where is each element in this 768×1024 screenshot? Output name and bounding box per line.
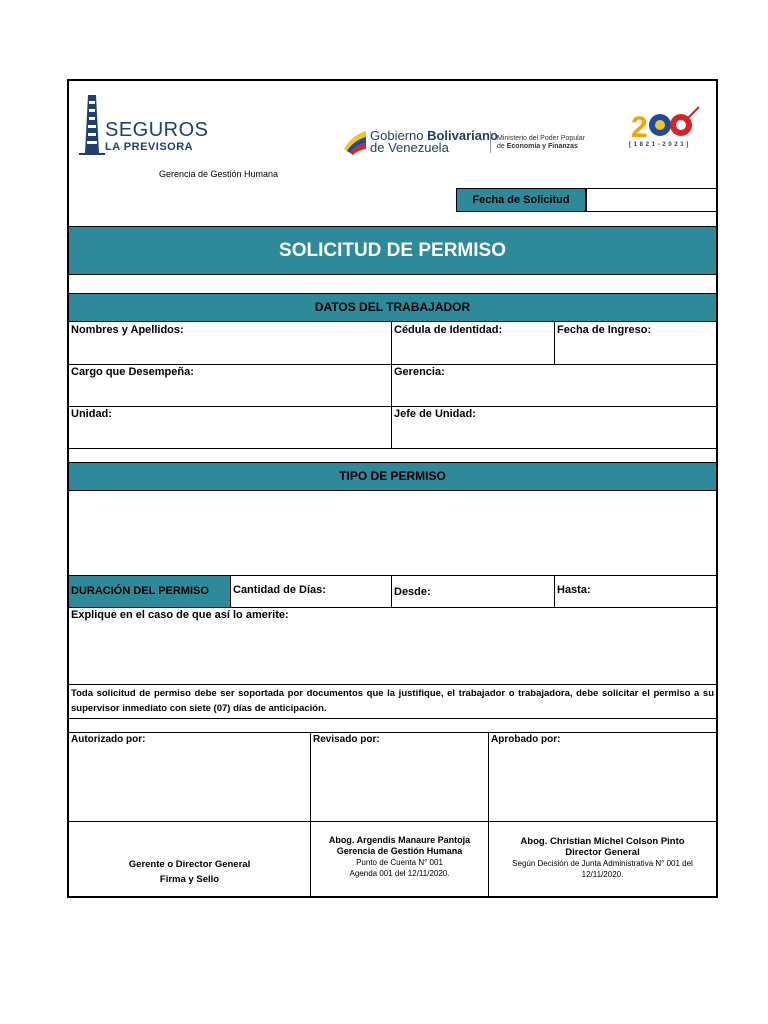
tipo-permiso-title: TIPO DE PERMISO bbox=[339, 469, 446, 483]
notice-text: Toda solicitud de permiso debe ser soportada por documentos que la justifique, el trabajador o trabajadora, debe solicitar el permiso a su supervisor inmediato con siete (07) días de anticipación. bbox=[71, 688, 714, 714]
autorizado-signature-box[interactable] bbox=[69, 733, 310, 821]
gov-divider bbox=[490, 131, 491, 153]
gobierno-bolivariano-logo bbox=[342, 127, 602, 159]
revisado-label: Revisado por: bbox=[313, 734, 380, 745]
row-border bbox=[69, 684, 716, 685]
signer-2-note-2: Agenda 001 del 12/11/2020. bbox=[349, 869, 450, 878]
tipo-permiso-header bbox=[69, 463, 716, 490]
department-label: Gerencia de Gestión Humana bbox=[159, 169, 279, 179]
venezuela-flag-icon bbox=[342, 129, 368, 155]
cargo-field[interactable] bbox=[69, 365, 391, 406]
cantidad-dias-label: Cantidad de Días: bbox=[233, 584, 326, 596]
cedula-label: Cédula de Identidad: bbox=[394, 324, 503, 336]
cedula-field[interactable] bbox=[392, 322, 554, 364]
hasta-field[interactable] bbox=[555, 576, 716, 607]
fecha-solicitud-label: Fecha de Solicitud bbox=[456, 188, 587, 212]
fecha-ingreso-field[interactable] bbox=[555, 322, 716, 364]
bicentennial-years: [ 1 8 2 1 - 2 0 2 1 ] bbox=[629, 142, 689, 148]
unidad-field[interactable] bbox=[69, 407, 391, 448]
signer-3-block bbox=[489, 836, 716, 880]
logo-line-la-previsora: LA PREVISORA bbox=[105, 141, 194, 153]
title-bottom-border bbox=[69, 274, 716, 275]
seguros-la-previsora-logo bbox=[77, 93, 217, 155]
gov-label-venezuela: de Venezuela bbox=[370, 140, 449, 155]
datos-trabajador-title: DATOS DEL TRABAJADOR bbox=[314, 300, 471, 314]
gerencia-field[interactable] bbox=[392, 365, 716, 406]
nombres-field[interactable] bbox=[69, 322, 391, 364]
row-border bbox=[69, 821, 716, 822]
signer-2-note-1: Punto de Cuenta N° 001 bbox=[356, 858, 443, 867]
autorizado-label: Autorizado por: bbox=[71, 734, 146, 745]
cargo-label: Cargo que Desempeña: bbox=[71, 366, 194, 378]
explique-label: Explique en el caso de que así lo amerite: bbox=[71, 609, 289, 621]
form-title: SOLICITUD DE PERMISO bbox=[279, 240, 506, 261]
unidad-label: Unidad: bbox=[71, 408, 112, 420]
jefe-label: Jefe de Unidad: bbox=[394, 408, 476, 420]
bicentennial-200-icon bbox=[627, 105, 705, 145]
signer-1-stamp: Firma y Sello bbox=[159, 874, 220, 885]
logo-line-seguros: SEGUROS bbox=[105, 119, 209, 141]
signer-2-block bbox=[311, 835, 488, 879]
jefe-field[interactable] bbox=[392, 407, 716, 448]
aprobado-label: Aprobado por: bbox=[491, 734, 561, 745]
permit-request-form bbox=[67, 79, 718, 898]
desde-field[interactable] bbox=[392, 576, 554, 607]
bicentennial-logo bbox=[627, 105, 705, 155]
signer-3-name: Abog. Christian Michel Colson Pinto bbox=[520, 836, 685, 847]
ministry-line-1: Ministerio del Poder Popular bbox=[497, 135, 585, 142]
datos-trabajador-header bbox=[69, 294, 716, 321]
tipo-permiso-field[interactable] bbox=[69, 491, 716, 575]
hasta-label: Hasta: bbox=[557, 584, 591, 596]
title-bar bbox=[69, 227, 716, 274]
signer-2-name: Abog. Argendis Manaure Pantoja bbox=[328, 835, 471, 845]
signer-2-title: Gerencia de Gestión Humana bbox=[336, 846, 463, 856]
building-logo-icon bbox=[77, 93, 107, 155]
fecha-ingreso-label: Fecha de Ingreso: bbox=[557, 324, 652, 336]
signer-3-note-2: 12/11/2020. bbox=[581, 870, 624, 879]
signer-3-title: Director General bbox=[565, 847, 640, 858]
signer-1-title: Gerente o Director General bbox=[128, 859, 251, 870]
row-border bbox=[69, 718, 716, 719]
signer-3-note-1: Según Decisión de Junta Administrativa N° 001 del bbox=[512, 859, 693, 868]
cantidad-dias-field[interactable] bbox=[231, 576, 391, 607]
explique-field[interactable] bbox=[69, 623, 716, 683]
aprobado-signature-box[interactable] bbox=[489, 733, 716, 821]
svg-text:2: 2 bbox=[631, 111, 648, 144]
revisado-signature-box[interactable] bbox=[311, 733, 488, 821]
row-border bbox=[69, 607, 716, 608]
gerencia-label: Gerencia: bbox=[394, 366, 445, 378]
desde-label: Desde: bbox=[394, 586, 431, 598]
ministry-line-2a: de bbox=[497, 143, 507, 150]
row-border bbox=[69, 448, 716, 449]
nombres-label: Nombres y Apellidos: bbox=[71, 324, 184, 336]
duracion-permiso-label: DURACIÓN DEL PERMISO bbox=[69, 576, 230, 607]
signer-1-block bbox=[69, 857, 310, 887]
ministry-line-2b: Economía y Finanzas bbox=[506, 143, 578, 150]
gov-label-gobierno: Gobierno bbox=[370, 128, 428, 143]
gov-label-bolivariano: Bolivariano bbox=[427, 128, 498, 143]
fecha-solicitud-field[interactable] bbox=[586, 188, 718, 212]
